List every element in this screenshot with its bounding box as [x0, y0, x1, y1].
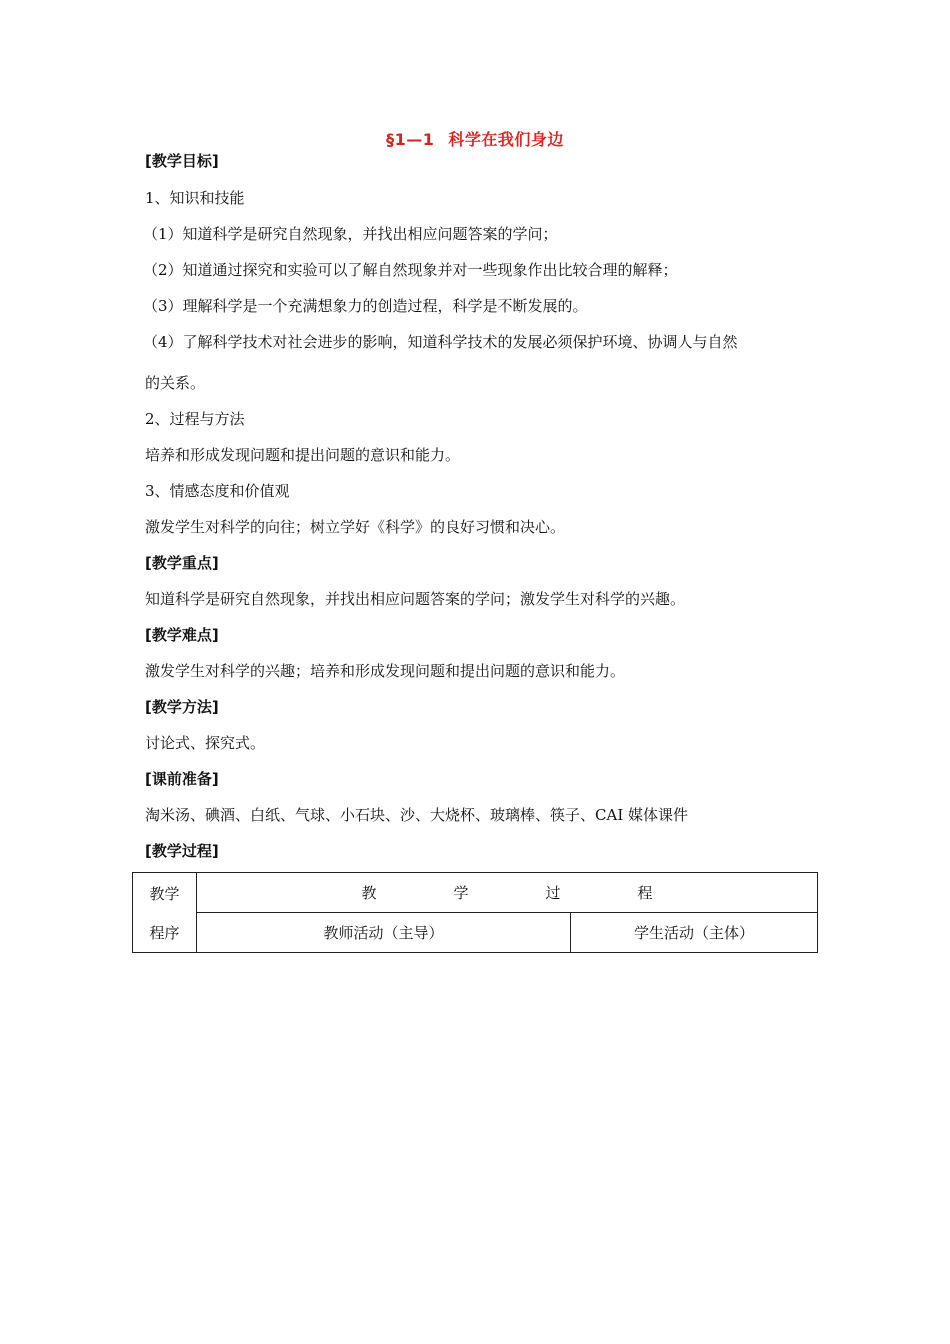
process-char: 教 — [361, 884, 377, 902]
teaching-process-table — [132, 872, 818, 953]
knowledge-item-2: （2）知道通过探究和实验可以了解自然现象并对一些现象作出比较合理的解释； — [143, 261, 678, 279]
preparation-text: 淘米汤、碘酒、白纸、气球、小石块、沙、大烧杯、玻璃棒、筷子、CAI 媒体课件 — [145, 806, 689, 824]
process-section-heading: [教学过程] — [145, 842, 219, 860]
sequence-label-bottom: 程序 — [149, 923, 180, 942]
process-char: 程 — [637, 884, 653, 902]
difficulties-heading: [教学难点] — [145, 626, 219, 644]
difficulties-text: 激发学生对科学的兴趣；培养和形成发现问题和提出问题的意识和能力。 — [145, 662, 626, 680]
knowledge-item-1: （1）知道科学是研究自然现象，并找出相应问题答案的学问； — [143, 225, 558, 243]
methods-heading: [教学方法] — [145, 698, 219, 716]
methods-text: 讨论式、探究式。 — [145, 734, 266, 752]
process-method-text: 培养和形成发现问题和提出问题的意识和能力。 — [145, 446, 461, 464]
table-row — [133, 913, 818, 953]
knowledge-item-4: （4）了解科学技术对社会进步的影响，知道科学技术的发展必须保护环境、协调人与自然 — [143, 333, 738, 351]
knowledge-item-3: （3）理解科学是一个充满想象力的创造过程，科学是不断发展的。 — [143, 297, 588, 315]
key-points-heading: [教学重点] — [145, 554, 219, 572]
process-char: 过 — [545, 884, 561, 902]
student-activity-cell: 学生活动（主体） — [571, 913, 818, 953]
teacher-activity-cell: 教师活动（主导） — [197, 913, 571, 953]
emotion-heading: 3、情感态度和价值观 — [145, 482, 290, 500]
table-row — [133, 873, 818, 913]
emotion-text: 激发学生对科学的向往；树立学好《科学》的良好习惯和决心。 — [145, 518, 566, 536]
key-points-text: 知道科学是研究自然现象，并找出相应问题答案的学问；激发学生对科学的兴趣。 — [145, 590, 686, 608]
page-title — [0, 127, 950, 150]
sequence-label-top: 教学 — [149, 884, 180, 903]
objectives-heading: [教学目标] — [145, 152, 219, 170]
knowledge-item-4-continued: 的关系。 — [145, 374, 206, 392]
process-header-cell — [197, 873, 818, 913]
title-text: 科学在我们身边 — [448, 130, 564, 149]
knowledge-heading: 1、知识和技能 — [145, 189, 245, 207]
sequence-cell — [133, 873, 197, 953]
process-method-heading: 2、过程与方法 — [145, 410, 245, 428]
preparation-heading: [课前准备] — [145, 770, 219, 788]
process-char: 学 — [453, 884, 469, 902]
section-number: §1—1 — [386, 130, 435, 149]
